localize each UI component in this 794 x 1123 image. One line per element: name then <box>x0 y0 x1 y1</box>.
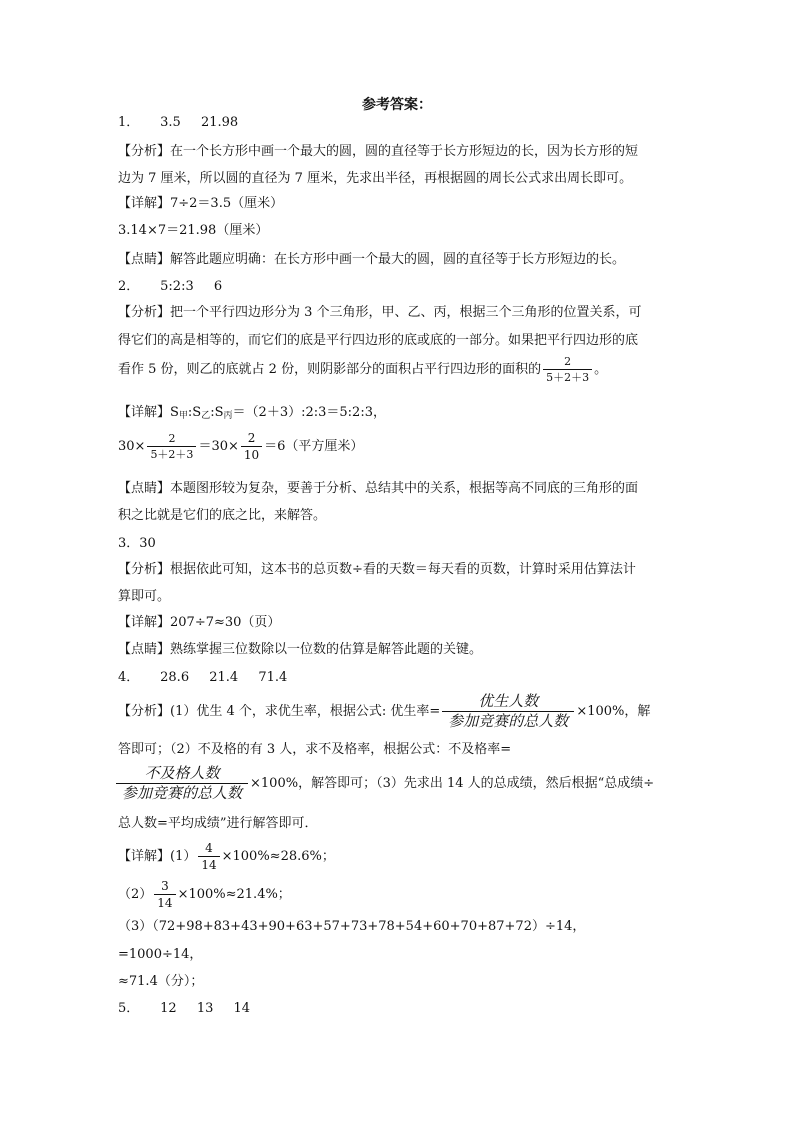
q4-detail-fraction-1-denominator: 14 <box>201 858 217 872</box>
q1-number: 1． <box>118 115 140 130</box>
q1-detail-line-1: 【详解】7÷2＝3.5（厘米） <box>118 196 284 211</box>
q4-formula-1 <box>442 694 574 729</box>
q5-answer-3: 14 <box>233 1001 251 1016</box>
q2-analysis-line-2: 得它们的高是相等的，而它们的底是平行四边形的底或底的一部分。如果把平行四边形的底 <box>118 333 639 348</box>
q4-formula-2-numerator: 不及格人数 <box>116 766 248 784</box>
q4-formula-1-denominator: 参加竞赛的总人数 <box>448 712 569 730</box>
q4-detail-fraction-2-denominator: 14 <box>157 896 173 910</box>
q1-analysis-line-1: 【分析】在一个长方形中画一个最大的圆，圆的直径等于长方形短边的长，因为长方形的短 <box>118 144 639 159</box>
q5-number: 5． <box>118 1001 140 1016</box>
q4-answer-line <box>118 669 303 687</box>
q4-detail-b-rest: ×100%≈21.4%； <box>177 887 291 902</box>
q4-detail-line-2 <box>118 880 291 909</box>
q4-analysis-a: 【分析】(1）优生 4 个，求优生率，根据公式: 优生率= <box>118 704 441 719</box>
q2-answer-2: 6 <box>213 279 223 294</box>
page-title: 参考答案： <box>362 97 432 113</box>
q2-calc-fraction-1-denominator: 5＋2＋3 <box>150 448 194 461</box>
q4-answer-2: 21.4 <box>209 670 239 685</box>
q4-detail-fraction-2 <box>154 880 175 909</box>
q5-answer-1: 12 <box>160 1001 177 1016</box>
q2-comment-line-2: 积之比就是它们的底之比，来解答。 <box>118 508 327 523</box>
q4-analysis-line-1 <box>118 694 650 729</box>
q2-calc-fraction-1-numerator: 2 <box>147 433 196 447</box>
q2-number: 2． <box>118 279 140 294</box>
q4-formula-2 <box>116 766 248 801</box>
q4-analysis-l3-text: ×100%，解答即可；（3）先求出 14 人的总成绩，然后根据“总成绩÷ <box>250 776 655 791</box>
q2-period: 。 <box>594 362 608 377</box>
q2-answer-1: 5:2:3 <box>160 279 194 294</box>
q1-answer-2: 21.98 <box>200 115 239 130</box>
q4-analysis-b: ×100%，解 <box>576 704 651 719</box>
q2-sub-yi: 乙 <box>201 411 211 421</box>
q2-sub-jia: 甲 <box>178 411 188 421</box>
q3-analysis-line-1: 【分析】根据依此可知，这本书的总页数÷看的天数＝每天看的页数，计算时采用估算法计 <box>118 562 636 577</box>
q3-detail: 【详解】207÷7≈30（页） <box>118 615 281 630</box>
q4-analysis-line-3 <box>114 766 654 801</box>
q2-detail-prefix: 【详解】S <box>118 405 179 420</box>
q4-detail-a: 【详解】(1） <box>118 849 197 864</box>
q2-detail-line-2 <box>118 432 363 461</box>
q4-detail-line-3: （3）（72+98+83+43+90+63+57+73+78+54+60+70+87+72）÷14， <box>118 919 586 934</box>
q1-comment: 【点睛】解答此题应明确：在长方形中画一个最大的圆，圆的直径等于长方形短边的长。 <box>118 252 626 267</box>
q2-detail-rest: ＝（2＋3）:2:3＝5:2:3， <box>232 405 386 420</box>
q1-answer-line <box>118 114 254 132</box>
q4-formula-1-numerator: 优生人数 <box>442 694 574 712</box>
q4-detail-line-1 <box>118 842 335 871</box>
q2-comment-line-1: 【点睛】本题图形较为复杂，要善于分析、总结其中的关系，根据等高不同底的三角形的面 <box>118 481 639 496</box>
q2-analysis-line-1: 【分析】把一个平行四边形分为 3 个三角形，甲、乙、丙，根据三个三角形的位置关系，可 <box>118 305 642 320</box>
q1-answer-1: 3.5 <box>160 115 181 130</box>
q5-answer-2: 13 <box>196 1001 214 1016</box>
q2-fraction-numerator: 2 <box>543 356 592 370</box>
q4-detail-fraction-1 <box>198 842 219 871</box>
q2-analysis-line-3 <box>118 356 607 383</box>
q2-calc-c: ＝6（平方厘米） <box>264 439 364 454</box>
q4-answer-1: 28.6 <box>160 670 190 685</box>
q2-fraction-denominator: 5＋2＋3 <box>546 371 590 384</box>
q2-analysis-line-3-text: 看作 5 份，则乙的底就占 2 份，则阴影部分的面积占平行四边形的面积的 <box>118 362 542 377</box>
q2-calc-a: 30× <box>118 439 146 454</box>
q2-detail-line-1: 【详解】$S_甲:S_乙:S_丙=(2+3):2:3=5:2:3$， <box>118 405 386 421</box>
q2-answer-line <box>118 278 238 296</box>
q5-answer-line <box>118 1000 266 1018</box>
q4-detail-a-rest: ×100%≈28.6%； <box>221 849 335 864</box>
q2-calc-b: ＝30× <box>198 439 239 454</box>
q3-answer-line: 3．30 <box>118 536 156 551</box>
q4-detail-fraction-2-numerator: 3 <box>154 880 175 895</box>
q1-analysis-line-2: 边为 7 厘米，所以圆的直径为 7 厘米，先求出半径，再根据圆的周长公式求出周长即可。 <box>118 171 633 186</box>
q1-detail-line-2: 3.14×7＝21.98（厘米） <box>118 223 269 238</box>
q3-analysis-line-2: 算即可。 <box>118 589 171 604</box>
q3-comment: 【点睛】熟练掌握三位数除以一位数的估算是解答此题的关键。 <box>118 642 483 657</box>
q4-answer-3: 71.4 <box>258 670 288 685</box>
q4-detail-fraction-1-numerator: 4 <box>198 842 219 857</box>
q2-calc-fraction-1 <box>147 433 196 460</box>
q2-calc-fraction-2-denominator: 10 <box>243 448 260 462</box>
q2-sub-bing: 丙 <box>223 411 233 421</box>
q2-calc-fraction-2-numerator: 2 <box>241 432 262 447</box>
q2-fraction <box>543 356 592 383</box>
q4-analysis-line-2: 答即可；（2）不及格的有 3 人，求不及格率，根据公式：不及格率= <box>118 742 512 757</box>
q4-detail-line-5: ≈71.4（分）； <box>118 974 204 989</box>
q4-analysis-line-4: 总人数=平均成绩”进行解答即可． <box>118 816 318 831</box>
q4-detail-b: （2） <box>118 887 153 902</box>
q4-number: 4． <box>118 670 140 685</box>
q2-calc-fraction-2 <box>241 432 262 461</box>
q4-detail-line-4: =1000÷14， <box>118 947 203 962</box>
q4-formula-2-denominator: 参加竞赛的总人数 <box>122 784 243 802</box>
